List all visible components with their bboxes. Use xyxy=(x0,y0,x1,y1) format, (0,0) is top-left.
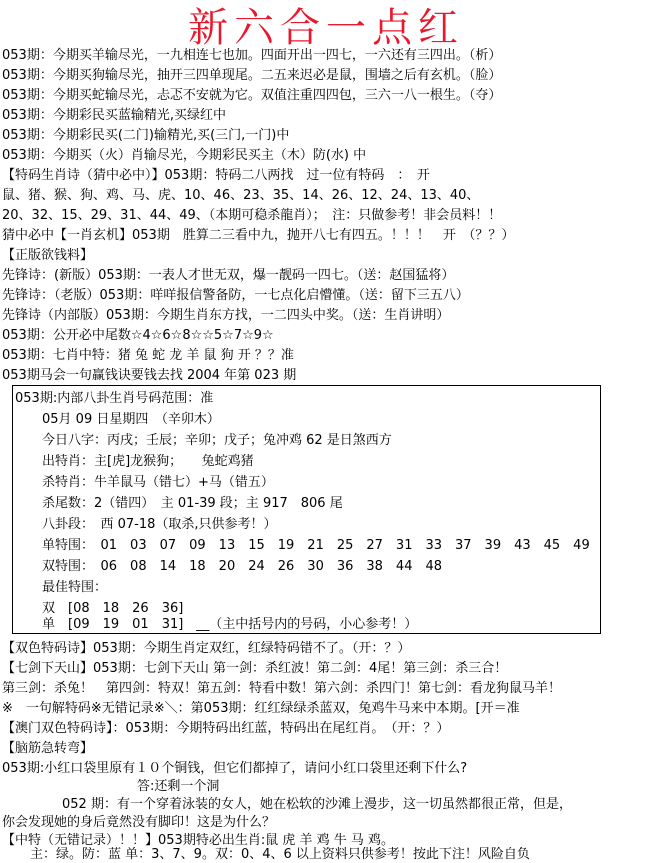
pioneer-poem-old: 先锋诗：（老版）053期：咩咩报信警备防，一七点化启懵懂。（送：留下三五八） xyxy=(2,288,469,303)
box-bazi: 今日八字：丙戌；壬辰；辛卯；戊子；兔冲鸡 62 是日煞西方 xyxy=(42,433,392,448)
tail-number-line: 053期：公开必中尾数☆4☆6☆8☆☆5☆7☆9☆ xyxy=(2,328,274,343)
riddle-heading: 【脑筋急转弯】 xyxy=(2,741,94,756)
forecast-line-sheep: 053期：今期买羊输尽光，一九相连七也加。四面开出一四七，一六还有三四出。（析） xyxy=(2,48,502,63)
zodiac-number-list-1: 鼠、猪、猴、狗、鸡、马、虎、10、46、23、35、14、26、12、24、13、40、 xyxy=(2,188,480,203)
section-heading-money: 【正版欲钱料】 xyxy=(2,248,94,263)
box-kill-tail: 杀尾数：2（错四） 主 01-39 段；主 917 806 尾 xyxy=(42,496,343,511)
macau-poem: 【澳门双色特码诗】：053期：今期特码出红蓝，特码出在尾红肖。 （开：？） xyxy=(2,721,450,736)
box-best-odd: 单 [09 19 01 31] __（主中括号内的号码，小心参考！） xyxy=(42,617,418,632)
zodiac-number-list-2: 20、32、15、29、31、44、49、（本期可稳杀龍肖）； 注：只做参考！非会员料！！ xyxy=(2,208,502,223)
seven-zodiac-line: 053期：七肖中特：猪 兔 蛇 龙 羊 鼠 狗 开 ？？准 xyxy=(2,348,294,363)
box-bagua-range: 八卦段： 西 07-18（取杀,只供参考！） xyxy=(42,517,277,532)
pioneer-poem-new: 先锋诗：(新版）053期：一表人才世无双，爆一靓码一四七。（送：赵国猛将） xyxy=(2,268,455,283)
forecast-line-color: 053期：今期彩民买蓝输精光,买绿红中 xyxy=(2,108,226,123)
riddle-question: 053期:小红口袋里原有１０个铜钱，但它们都掉了，请问小红口袋里还剩下什么? xyxy=(2,761,468,776)
box-odd-numbers: 单特围： 01 03 07 09 13 15 19 21 25 27 31 33 37 39 43 45 49 xyxy=(42,538,590,553)
box-best-label: 最佳特围： xyxy=(42,580,108,595)
seven-swords-line-1: 【七剑下天山】053期：七剑下天山 第一剑：杀红波！第二剑：4尾！第三剑：杀三合！ xyxy=(2,661,508,676)
seven-swords-line-2: 第三剑：杀兔！ 第四剑：特双！第五剑：特看中数！第六剑：杀四门！第七剑：看龙狗鼠马羊！ xyxy=(2,681,562,696)
pioneer-poem-internal: 先锋诗（内部版）053期：今期生肖东方找，一二四头中奖。（送：生肖讲明） xyxy=(2,308,450,323)
final-advice-line: 主：绿。防：蓝 单：3、7、9。双：0、4、6 以上资料只供参考！按此下注！风险自负 xyxy=(30,847,530,862)
riddle-next-question-cont: 你会发现她的身后竟然没有脚印！这是为什么？ xyxy=(2,815,276,830)
forecast-line-dog: 053期：今期买狗输尽光，抽开三四单现尾。二五来迟必是鼠，围墙之后有玄机。（脸） xyxy=(2,68,502,83)
forecast-line-element: 053期：今期买（火）肖输尽光，今期彩民买主（木）防(水) 中 xyxy=(2,148,367,163)
special-zodiac-line: 【中特（无错记录）！！】053期特必出生肖:鼠 虎 羊 鸡 牛 马 鸡。 xyxy=(2,833,394,848)
two-color-poem: 【双色特码诗】053期：今期生肖定双红，红绿特码错不了。（开：？） xyxy=(2,641,411,656)
box-best-even: 双 [08 18 26 36] xyxy=(42,601,184,616)
one-sentence-line: ※ 一句解特码※无错记录※＼：第053期：红红绿绿杀蓝双，兔鸡牛马来中本期。[开＝准 xyxy=(2,701,520,716)
box-date: 05月 09 日星期四 （辛卯木） xyxy=(42,412,220,427)
horse-club-line: 053期马会一句赢钱诀要钱去找 2004 年第 023 期 xyxy=(2,368,297,383)
riddle-next-question: 052 期：有一个穿着泳装的女人，她在松软的沙滩上漫步，这一切虽然都很正常，但是， xyxy=(62,797,572,812)
zodiac-mystery-line: 猜中必中【一肖玄机】053期 胜算二三看中九，抛开八七有四五。！！！ 开 （？？） xyxy=(2,228,515,243)
bagua-info-box xyxy=(12,385,601,634)
riddle-answer: 答:还剩一个洞 xyxy=(137,779,220,794)
box-kill-zodiac: 杀特肖：牛羊鼠马（错七）+马（错五） xyxy=(42,475,274,490)
zodiac-poem-header: 【特码生肖诗（猜中必中）】053期：特码二八两找 过一位有特码 ： 开 xyxy=(2,168,430,183)
page-title: 新六合一点红 xyxy=(188,5,464,51)
box-even-numbers: 双特围： 06 08 14 18 20 24 26 30 36 38 44 48 xyxy=(42,559,443,574)
forecast-line-door: 053期：今期彩民买(二门)输精光,买(三门,一门)中 xyxy=(2,128,290,143)
box-out-zodiac: 出特肖：主[虎]龙猴狗； 兔蛇鸡猪 xyxy=(42,454,254,469)
box-header: 053期:内部八卦生肖号码范围：准 xyxy=(15,391,214,406)
forecast-line-snake: 053期：今期买蛇输尽光，忐忑不安就为它。双值注重四四包，三六一八一根生。（夺） xyxy=(2,88,502,103)
